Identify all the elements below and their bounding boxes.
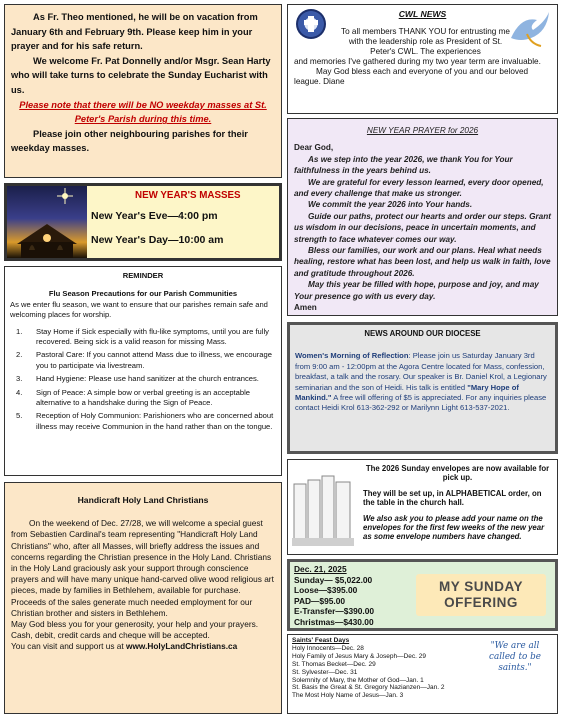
diocese-event-body: : Please join us Saturday January 3rd from 9:00 am - 12:00pm at the Agora Centre located for Mass, confession, breakfast, a talk and the rosary. Our speaker is Br. Daniel Krol, a Legionary seminarian and the son of Heidi. His talk is entitled — [295, 351, 547, 392]
tag-line-2: OFFERING — [444, 595, 518, 610]
new-years-masses — [4, 183, 282, 261]
my-sunday-offering-graphic — [416, 574, 546, 616]
reminder-subheading: Flu Season Precautions for our Parish Communities — [48, 289, 238, 299]
prayer-heading: NEW YEAR PRAYER for 2026 — [366, 126, 479, 135]
saints-quote: "We are all called to be saints." — [489, 641, 541, 673]
prayer-closing: Amen — [294, 303, 317, 313]
offering-row: Loose—$395.00 — [294, 585, 358, 596]
cwl-paragraph-2: May God bless each and everyone of you and our beloved league. Diane — [294, 67, 529, 86]
list-item — [10, 411, 276, 432]
diocese-talk-title: "Mary Hope of Mankind." — [295, 382, 519, 403]
saint-item: Solemnity of Mary, the Mother of God—Jan. 1 — [292, 676, 424, 684]
saint-item: Holy Family of Jesus Mary & Joseph—Dec. 29 — [292, 652, 427, 660]
envelopes-location: They will be set up, in ALPHABETICAL order, on the table in the church hall. — [363, 488, 542, 508]
saint-item: Holy Innocents—Dec. 28 — [292, 644, 364, 652]
holy-land-website-link[interactable]: www.HolyLandChristians.ca — [126, 641, 238, 652]
holy-land-christians — [4, 482, 282, 714]
sunday-offering — [287, 559, 558, 631]
holy-land-paragraph-1: On the weekend of Dec. 27/28, we will welcome a special guest from Sebastien Cardinal's team representing "Handicraft Holy Land Christians" who, after all Masses, will briefly address the issues and concerns regarding the Christian presence in the Holy Land. Christians in the Holy Land graciously ask your support through conscience prayers and will have many unique hand-carved olive wood religious art pieces, made by families in Bethlehem, available for purchase. Proceeds of the sales generate much needed employment for our Christian brother and sisters in Bethlehem. — [11, 518, 274, 618]
prayer-salutation: Dear God, — [294, 143, 334, 153]
offering-row: PAD—$95.00 — [294, 595, 346, 606]
holy-land-visit-text: You can visit and support us at — [11, 641, 127, 652]
item-number: 5. — [16, 411, 23, 421]
diocese-paragraph — [295, 351, 550, 413]
nativity-icon — [7, 186, 87, 258]
cwl-news — [287, 4, 558, 114]
saint-item: St. Sylvester—Dec. 31 — [292, 668, 358, 676]
saint-item: The Most Holy Name of Jesus—Jan. 3 — [292, 692, 404, 700]
prayer-line: We commit the year 2026 into Your hands. — [308, 200, 473, 210]
item-number: 4. — [16, 387, 23, 397]
envelopes-icon — [292, 472, 356, 550]
diocese-event-body-2: A free will offering of $5 is appreciated. For any inquiries please contact Heidi Krol 613-362-292 or Marilynn Light 613-537-2021. — [295, 393, 547, 413]
holy-land-heading: Handicraft Holy Land Christians — [77, 495, 209, 505]
offering-row: Christmas—$430.00 — [294, 616, 374, 627]
item-text: Hand Hygiene: Please use hand sanitizer at the church entrances. — [36, 374, 259, 384]
envelopes-request: We also ask you to please add your name on the envelopes for the first few weeks of the new year as some envelope numbers have changed. — [363, 513, 545, 542]
masses-title: NEW YEAR'S MASSES — [135, 190, 241, 201]
list-item — [10, 388, 276, 409]
item-number: 3. — [16, 374, 23, 384]
item-number: 2. — [16, 350, 23, 360]
vacation-paragraph-4: Please join other neighbouring parishes for their weekday masses. — [11, 128, 248, 154]
reminder-intro: As we enter flu season, we want to ensure that our parishes remain safe and welcoming places for worship. — [10, 299, 268, 320]
vacation-paragraph-2: We welcome Fr. Pat Donnelly and/or Msgr. Sean Harty who will take turns to celebrate the Sunday Eucharist with us. — [11, 55, 271, 95]
new-years-day-time: New Year's Day—10:00 am — [91, 234, 224, 246]
holy-land-paragraph-3: Cash, debit, credit cards and cheque will be accepted. — [11, 630, 210, 641]
list-item — [10, 374, 276, 384]
offering-data — [294, 564, 374, 628]
sunday-envelopes — [287, 459, 558, 555]
saint-item: St. Thomas Becket—Dec. 29 — [292, 660, 376, 668]
prayer-line: As we step into the year 2026, we thank You for Your faithfulness in the years behind us. — [294, 154, 513, 176]
list-item — [10, 327, 276, 348]
vacation-paragraph-1: As Fr. Theo mentioned, he will be on vacation from January 6th and February 9th. Please keep him in your prayer and for his safe return. — [11, 12, 258, 52]
saints-feast-days — [287, 634, 558, 714]
cwl-logo-icon — [296, 9, 326, 39]
offering-row: E-Transfer—$390.00 — [294, 606, 375, 617]
prayer-line: Guide our paths, protect our hearts and order our steps. Grant us wisdom in our decisions, peace in uncertain moments, and strength to face whatever comes our way. — [294, 211, 551, 244]
item-number: 1. — [16, 326, 23, 336]
prayer-line: May this year be filled with hope, purpose and joy, and may Your presence go with us every day. — [294, 280, 539, 301]
reminder-list — [10, 327, 276, 433]
diocese-news — [287, 322, 558, 454]
item-text: Pastoral Care: If you cannot attend Mass due to illness, we encourage you to participate via livestream. — [36, 350, 272, 370]
envelopes-available: The 2026 Sunday envelopes are now available for pick up. — [365, 464, 550, 483]
nativity-image — [7, 186, 87, 258]
diocese-event-label: Women's Morning of Reflection — [295, 351, 409, 361]
new-year-prayer — [287, 118, 558, 316]
new-years-eve-time: New Year's Eve—4:00 pm — [91, 210, 218, 222]
no-weekday-masses-note: Please note that there will be NO weekday masses at St. Peter's Parish during this time. — [19, 99, 267, 125]
item-text: Stay Home if Sick especially with flu-like symptoms, until you are fully recovered. Being sick is a valid reason for missing Mass. — [36, 326, 269, 347]
cwl-paragraph-1b: and memories I've gathered during my two year term are invaluable. — [294, 57, 541, 66]
diocese-heading: NEWS AROUND OUR DIOCESE — [364, 329, 481, 338]
item-text: Sign of Peace: A simple bow or verbal greeting is an acceptable alternative to a handshake during the Sign of Peace. — [36, 387, 251, 408]
flu-reminder — [4, 266, 282, 476]
tag-line-1: MY SUNDAY — [438, 579, 524, 594]
vacation-notice — [4, 4, 282, 178]
offering-date: Dec. 21, 2025 — [294, 564, 347, 574]
holy-land-paragraph-4 — [11, 641, 275, 652]
prayer-line: Bless our families, our work and our plans. Heal what needs healing, restore what has been lost, and help us walk in faith, love and gratitude throughout 2026. — [294, 246, 551, 278]
dove-icon — [507, 8, 551, 48]
cwl-paragraph-1a: To all members THANK YOU for entrusting me with the leadership role as President of St. Peter's CWL. The experiences — [341, 27, 510, 56]
cwl-heading: CWL NEWS — [398, 9, 447, 19]
saints-heading: Saints' Feast Days — [292, 637, 350, 644]
saint-item: St. Basis the Great & St. Gregory Nazianzen—Jan. 2 — [292, 684, 445, 692]
prayer-line: We are grateful for every lesson learned, every door opened, and every challenge that make us stronger. — [294, 177, 544, 199]
reminder-heading: REMINDER — [122, 271, 164, 280]
item-text: Reception of Holy Communion: Parishioners who are concerned about illness may receive Communion in the hand rather than on the tongue. — [36, 411, 274, 431]
offering-row: Sunday— $5,022.00 — [294, 574, 373, 585]
holy-land-paragraph-2: May God bless you for your generosity, your help and your prayers. — [11, 619, 259, 630]
list-item — [10, 350, 276, 371]
